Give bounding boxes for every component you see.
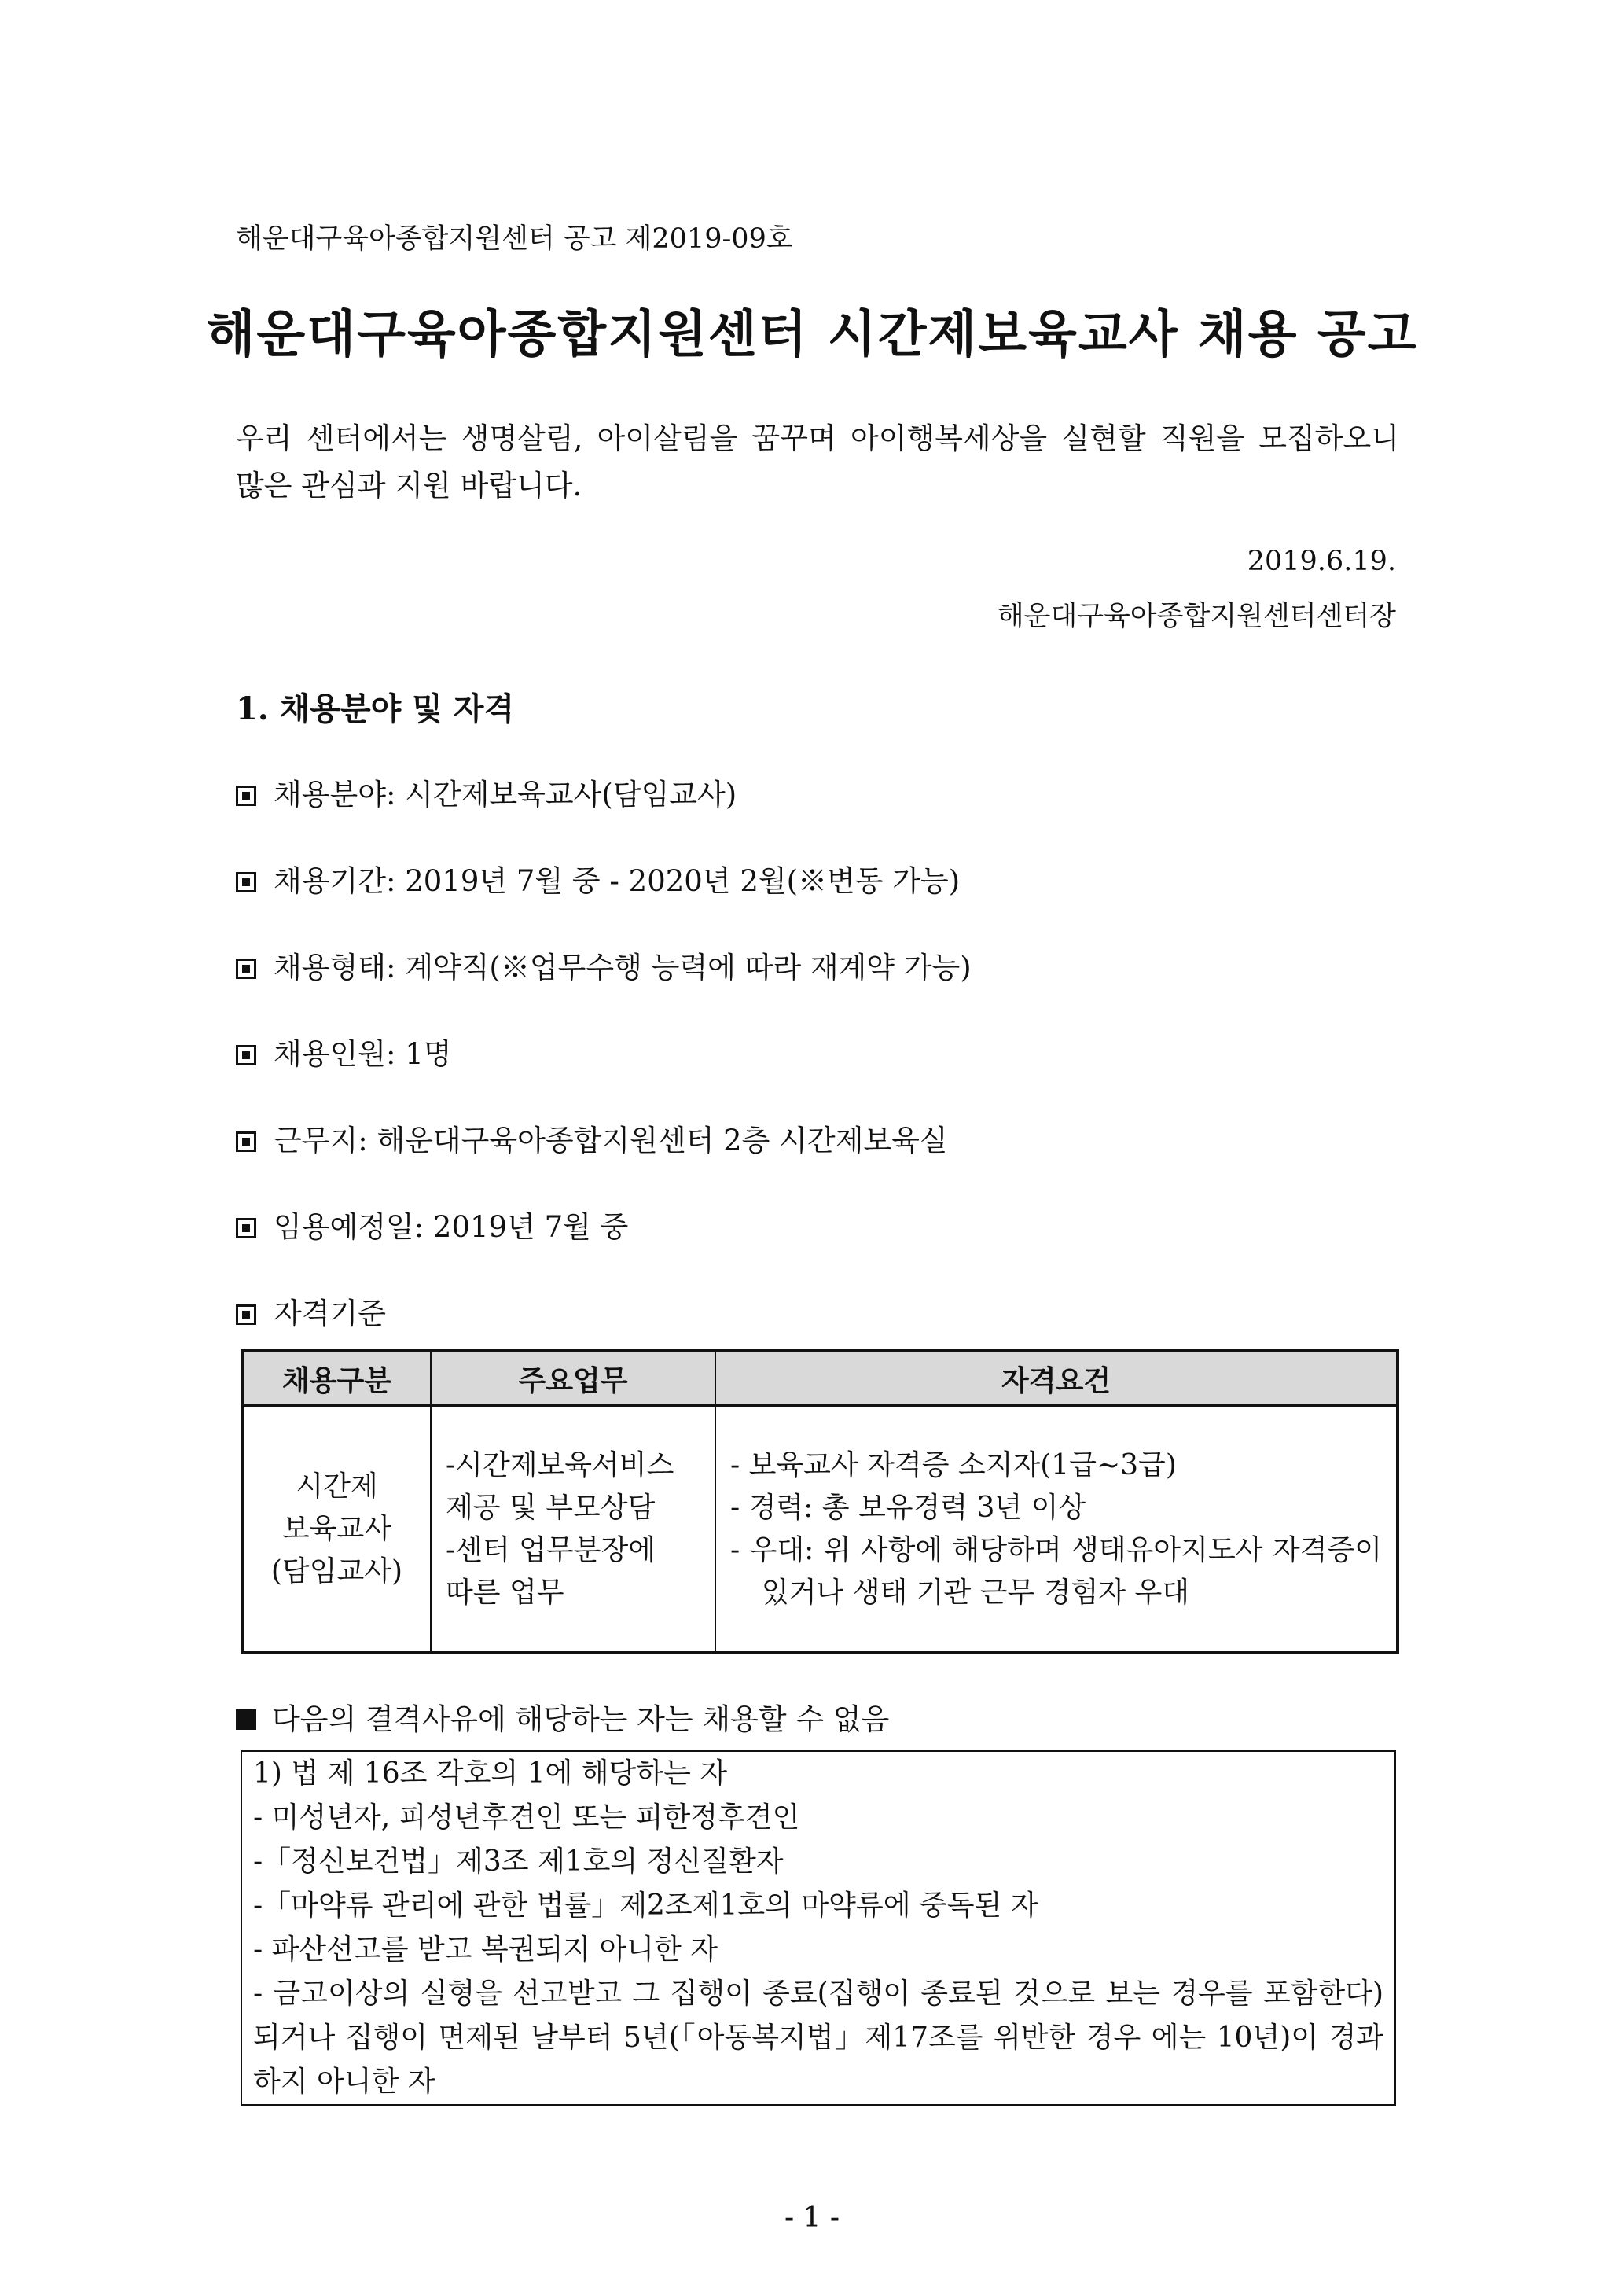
notice-number: 해운대구육아종합지원센터 공고 제2019-09호 bbox=[236, 223, 793, 255]
square-bullet-icon bbox=[236, 786, 256, 806]
square-bullet-icon bbox=[236, 1131, 256, 1152]
notice-date: 2019.6.19. bbox=[1247, 546, 1396, 577]
disqualification-line: -「마약류 관리에 관한 법률」제2조제1호의 마약류에 중독된 자 bbox=[253, 1889, 1038, 1922]
square-bullet-icon bbox=[236, 1218, 256, 1238]
bullet-field: 채용분야: 시간제보육교사(담임교사) bbox=[236, 771, 737, 813]
bullet-criteria: 자격기준 bbox=[236, 1290, 386, 1332]
page-number: - 1 - bbox=[784, 2202, 840, 2234]
header-requirements: 자격요건 bbox=[715, 1351, 1398, 1406]
category-cell: 시간제 보육교사 (담임교사) bbox=[242, 1406, 431, 1653]
header-category: 채용구분 bbox=[242, 1351, 431, 1406]
bullet-start: 임용예정일: 2019년 7월 중 bbox=[236, 1203, 628, 1246]
bullet-count: 채용인원: 1명 bbox=[236, 1030, 451, 1073]
header-duties: 주요업무 bbox=[431, 1351, 715, 1406]
issuer: 해운대구육아종합지원센터센터장 bbox=[997, 601, 1396, 632]
duties-cell: -시간제보육서비스 제공 및 부모상담 -센터 업무분장에 따른 업무 bbox=[431, 1406, 715, 1653]
disqualification-box bbox=[241, 1750, 1396, 2106]
disqualification-line: 1) 법 제 16조 각호의 1에 해당하는 자 bbox=[253, 1757, 728, 1790]
disqualification-heading: 다음의 결격사유에 해당하는 자는 채용할 수 없음 bbox=[236, 1695, 889, 1738]
bullet-type: 채용형태: 계약직(※업무수행 능력에 따라 재계약 가능) bbox=[236, 944, 972, 986]
square-bullet-icon bbox=[236, 1304, 256, 1325]
requirement-item: - 보육교사 자격증 소지자(1급~3급) bbox=[730, 1449, 1177, 1481]
section-title: 1. 채용분야 및 자격 bbox=[236, 690, 515, 727]
document-title: 해운대구육아종합지원센터 시간제보육교사 채용 공고 bbox=[206, 305, 1418, 364]
disqualification-line: - 미성년자, 피성년후견인 또는 피한정후견인 bbox=[253, 1801, 800, 1834]
disqualification-line: - 금고이상의 실형을 선고받고 그 집행이 종료(집행이 종료된 것으로 보는 경우를 포함한다)되거나 집행이 면제된 날부터 5년(「아동복지법」제17조를 위반한 경우 에는 10년)이 경과하지 아니한 자 bbox=[253, 1978, 1383, 2098]
bullet-period: 채용기간: 2019년 7월 중 - 2020년 2월(※변동 가능) bbox=[236, 857, 960, 900]
disqualification-line: - 파산선고를 받고 복권되지 아니한 자 bbox=[253, 1934, 718, 1966]
qualification-table bbox=[241, 1349, 1399, 1654]
square-bullet-icon bbox=[236, 872, 256, 892]
table-header-row bbox=[242, 1351, 1398, 1406]
requirement-item: - 경력: 총 보유경력 3년 이상 bbox=[730, 1492, 1086, 1524]
disqualification-line: -「정신보건법」제3조 제1호의 정신질환자 bbox=[253, 1845, 784, 1878]
bullet-location: 근무지: 해운대구육아종합지원센터 2층 시간제보육실 bbox=[236, 1117, 948, 1159]
square-bullet-icon bbox=[236, 959, 256, 979]
square-bullet-icon bbox=[236, 1045, 256, 1065]
requirements-cell bbox=[715, 1406, 1398, 1653]
intro-paragraph: 우리 센터에서는 생명살림, 아이살림을 꿈꾸며 아이행복세상을 실현할 직원을 모집하오니 많은 관심과 지원 바랍니다. bbox=[236, 421, 1399, 502]
table-row bbox=[242, 1406, 1398, 1653]
requirement-item: - 우대: 위 사항에 해당하며 생태유아지도사 자격증이 있거나 생태 기관 근무 경험자 우대 bbox=[730, 1534, 1382, 1609]
filled-square-icon bbox=[236, 1709, 256, 1730]
